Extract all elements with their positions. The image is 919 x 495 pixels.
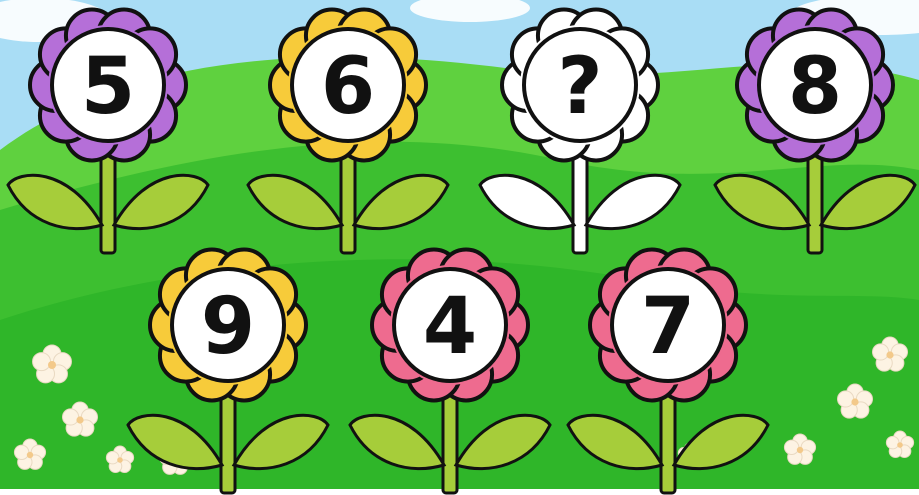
small-blossom xyxy=(886,431,913,458)
flower-graphic xyxy=(243,5,453,255)
small-blossom xyxy=(784,434,815,464)
right-leaf xyxy=(114,175,208,228)
left-leaf xyxy=(248,175,342,228)
flower-4[interactable] xyxy=(710,5,919,255)
flower-1[interactable] xyxy=(3,5,213,255)
right-leaf xyxy=(674,415,768,468)
left-leaf xyxy=(480,175,574,228)
flower-number: 9 xyxy=(200,282,256,372)
flower-7[interactable] xyxy=(563,245,773,495)
flower-2[interactable] xyxy=(243,5,453,255)
left-leaf xyxy=(8,175,102,228)
flower-graphic xyxy=(345,245,555,495)
flower-3[interactable] xyxy=(475,5,685,255)
left-leaf xyxy=(350,415,444,468)
flower-graphic xyxy=(3,5,213,255)
right-leaf xyxy=(456,415,550,468)
left-leaf xyxy=(715,175,809,228)
right-leaf xyxy=(234,415,328,468)
flower-6[interactable] xyxy=(345,245,555,495)
left-leaf xyxy=(568,415,662,468)
right-leaf xyxy=(354,175,448,228)
flower-number: 6 xyxy=(320,42,376,132)
small-blossom xyxy=(837,384,872,418)
right-leaf xyxy=(586,175,680,228)
flower-number: 7 xyxy=(640,282,696,372)
flower-number: 8 xyxy=(787,42,843,132)
flower-graphic xyxy=(475,5,685,255)
flower-number: 5 xyxy=(80,42,136,132)
flower-number: 4 xyxy=(422,282,478,372)
right-leaf xyxy=(821,175,915,228)
small-blossom xyxy=(62,402,97,436)
flower-graphic xyxy=(123,245,333,495)
flower-number: ? xyxy=(557,42,603,132)
small-blossom xyxy=(33,345,72,383)
flower-5[interactable] xyxy=(123,245,333,495)
flower-graphic xyxy=(710,5,919,255)
small-blossom xyxy=(872,337,907,371)
flower-graphic xyxy=(563,245,773,495)
small-blossom xyxy=(14,439,45,469)
left-leaf xyxy=(128,415,222,468)
